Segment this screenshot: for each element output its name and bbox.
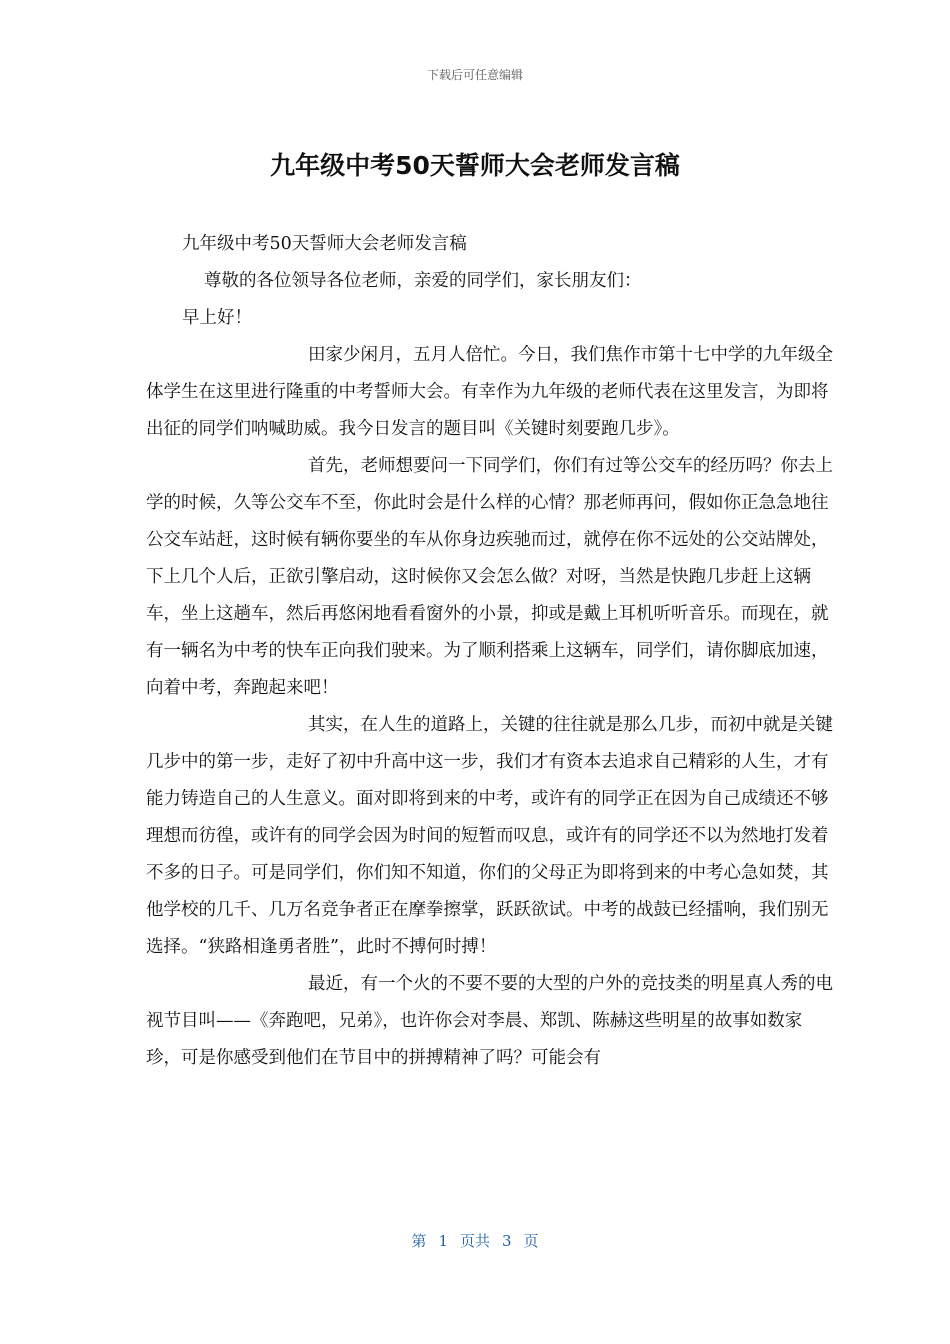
greeting: 早上好！ xyxy=(182,308,252,328)
paragraph-3: 其实，在人生的道路上，关键的往往就是那么几步，而初中就是关键几步中的第一步，走好了初中升高中这一步，我们才有资本去追求自己精彩的人生，才有能力铸造自己的人生意义。面对即将到来的中考，或许有的同学正在因为自己成绩还不够理想而彷徨，或许有的同学会因为时间的短暂而叹息，或许有的同学还不以为然地打发着不多的日子。可是同学们，你们知不知道，你们的父母正为即将到来的中考心急如焚，其他学校的几千、几万名竞争者正在摩拳擦掌，跃跃欲试。中考的战鼓已经擂响，我们别无选择。“狭路相逢勇者胜”，此时不搏何时搏！ xyxy=(146,715,833,957)
document-title: 九年级中考50天誓师大会老师发言稿 xyxy=(270,151,680,180)
document-body xyxy=(146,226,836,1077)
current-page-number: 1 xyxy=(438,1232,448,1250)
document-subtitle: 九年级中考50天誓师大会老师发言稿 xyxy=(182,234,467,254)
page-label-suffix: 页 xyxy=(523,1232,539,1250)
page-label-prefix: 第 xyxy=(411,1232,427,1250)
total-pages-number: 3 xyxy=(502,1232,512,1250)
download-note: 下载后可任意编辑 xyxy=(426,68,523,82)
paragraph-2: 首先，老师想要问一下同学们，你们有过等公交车的经历吗？你去上学的时候，久等公交车不至，你此时会是什么样的心情？那老师再问，假如你正急急地往公交车站赶，这时候有辆你要坐的车从你身边疾驰而过，就停在你不远处的公交站牌处，下上几个人后，正欲引擎启动，这时候你又会怎么做？对呀，当然是快跑几步赶上这辆车，坐上这趟车，然后再悠闲地看看窗外的小景，抑或是戴上耳机听听音乐。而现在，就有一辆名为中考的快车正向我们驶来。为了顺利搭乘上这辆车，同学们，请你脚底加速，向着中考，奔跑起来吧！ xyxy=(146,456,833,698)
page-number-footer xyxy=(0,1230,950,1251)
paragraph-1: 田家少闲月，五月人倍忙。今日，我们焦作市第十七中学的九年级全体学生在这里进行隆重的中考誓师大会。有幸作为九年级的老师代表在这里发言，为即将出征的同学们呐喊助威。我今日发言的题目叫《关键时刻要跑几步》。 xyxy=(146,345,833,439)
paragraph-4: 最近，有一个火的不要不要的大型的户外的竞技类的明星真人秀的电视节目叫——《奔跑吧，兄弟》，也许你会对李晨、郑凯、陈赫这些明星的故事如数家珍，可是你感受到他们在节目中的拼搏精神了吗？可能会有 xyxy=(146,974,833,1068)
page-label-middle: 页共 xyxy=(459,1232,490,1250)
salutation: 尊敬的各位领导各位老师，亲爱的同学们，家长朋友们： xyxy=(204,271,642,291)
